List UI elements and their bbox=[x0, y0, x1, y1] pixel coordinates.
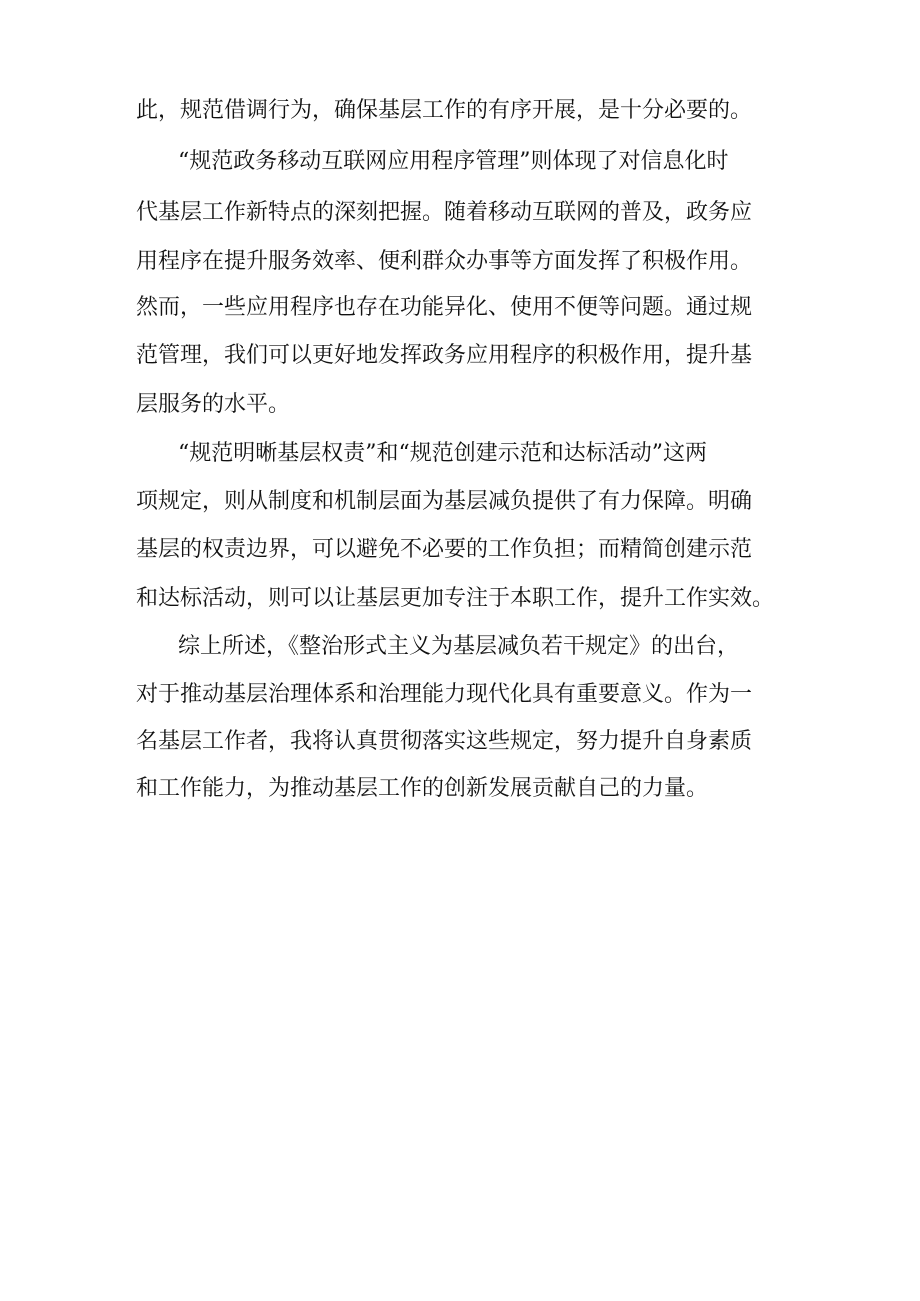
text-line-13: 对于推动基层治理体系和治理能力现代化具有重要意义。作为一 bbox=[136, 682, 753, 707]
text-line-3: 代基层工作新特点的深刻把握。随着移动互联网的普及，政务应 bbox=[136, 200, 753, 225]
text-line-5: 然而，一些应用程序也存在功能异化、使用不便等问题。通过规 bbox=[136, 295, 753, 320]
text-line-10: 基层的权责边界，可以避免不必要的工作负担；而精简创建示范 bbox=[136, 537, 753, 562]
text-line-2: “规范政务移动互联网应用程序管理”则体现了对信息化时 bbox=[178, 149, 729, 174]
text-line-15: 和工作能力，为推动基层工作的创新发展贡献自己的力量。 bbox=[136, 776, 709, 801]
text-line-14: 名基层工作者，我将认真贯彻落实这些规定，努力提升自身素质 bbox=[136, 729, 753, 754]
text-line-4: 用程序在提升服务效率、便利群众办事等方面发挥了积极作用。 bbox=[136, 249, 753, 274]
text-line-8: “规范明晰基层权责”和“规范创建示范和达标活动”这两 bbox=[178, 441, 707, 466]
text-line-7: 层服务的水平。 bbox=[136, 392, 291, 417]
text-line-9: 项规定，则从制度和机制层面为基层减负提供了有力保障。明确 bbox=[136, 489, 753, 514]
text-line-11: 和达标活动，则可以让基层更加专注于本职工作，提升工作实效。 bbox=[136, 586, 775, 611]
text-line-1: 此，规范借调行为，确保基层工作的有序开展，是十分必要的。 bbox=[136, 98, 753, 123]
text-line-6: 范管理，我们可以更好地发挥政务应用程序的积极作用，提升基 bbox=[136, 343, 753, 368]
text-line-12: 综上所述，《整治形式主义为基层减负若干规定》的出台， bbox=[178, 634, 740, 659]
